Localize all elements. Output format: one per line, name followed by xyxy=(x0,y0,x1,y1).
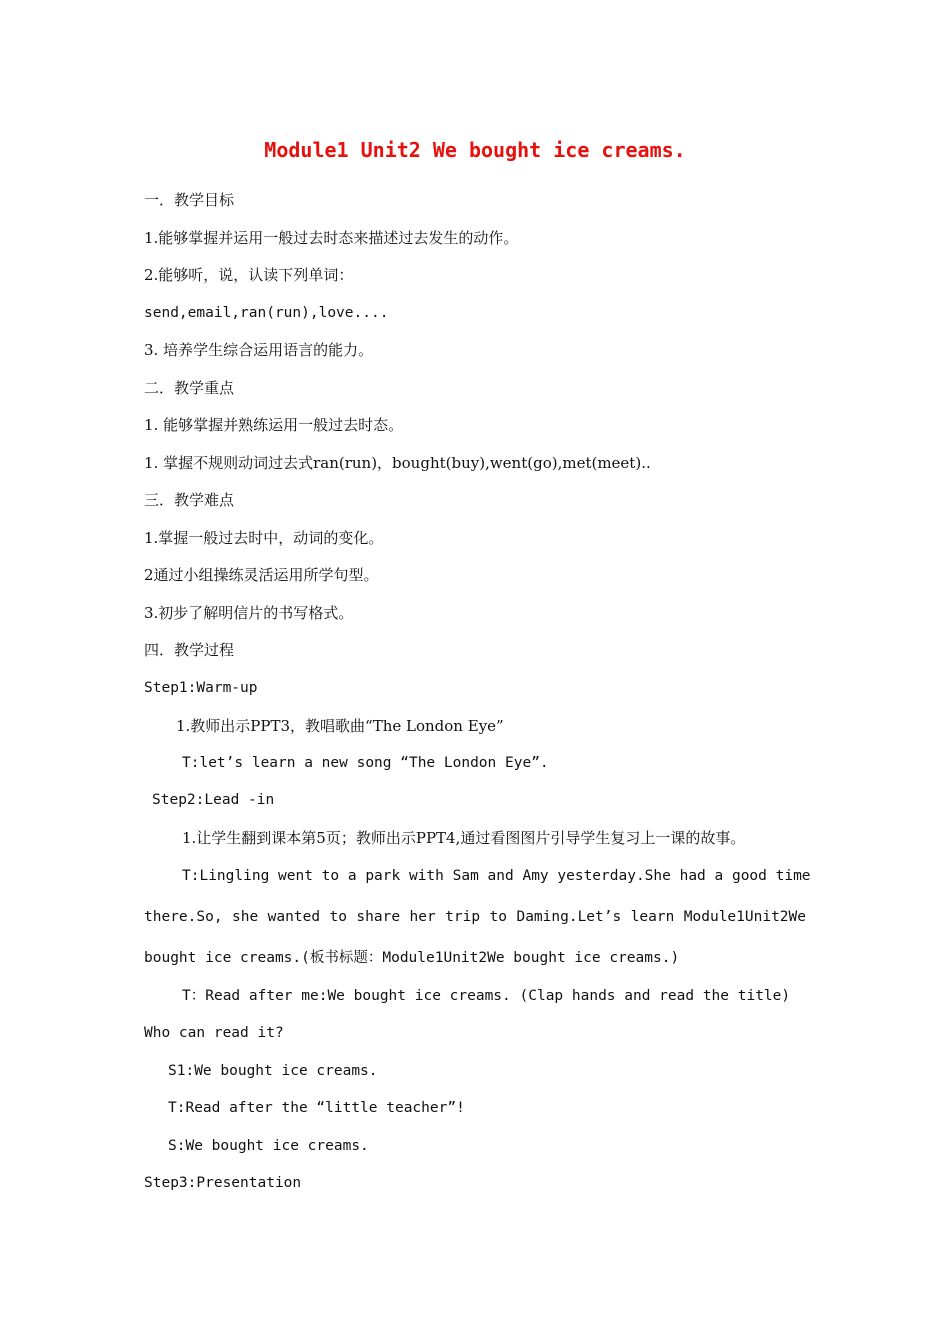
step2-students-answer: S:We bought ice creams. xyxy=(168,1138,369,1154)
key-point-1: 1. 能够掌握并熟练运用一般过去时态。 xyxy=(144,416,404,434)
step2-read-after-me: T：Read after me:We bought ice creams. (Clap hands and read the title) xyxy=(182,988,791,1004)
section-heading-difficulties: 三．教学难点 xyxy=(144,491,235,509)
step2-s1-answer: S1:We bought ice creams. xyxy=(168,1063,378,1079)
difficulty-3: 3.初步了解明信片的书写格式。 xyxy=(144,604,354,622)
step2-heading: Step2:Lead -in xyxy=(152,792,275,808)
section-heading-process: 四．教学过程 xyxy=(144,641,235,659)
word-list: send,email,ran(run),love.... xyxy=(144,305,389,321)
step2-dialogue-line-2: there.So, she wanted to share her trip to Daming.Let’s learn Module1Unit2We xyxy=(144,909,806,925)
step1-item-1: 1.教师出示PPT3，教唱歌曲“The London Eye” xyxy=(176,717,504,735)
step2-question: Who can read it? xyxy=(144,1025,284,1041)
step2-dialogue-line-1: T:Lingling went to a park with Sam and Amy yesterday.She had a good time xyxy=(182,868,811,884)
step1-heading: Step1:Warm-up xyxy=(144,680,258,696)
difficulty-2: 2通过小组操练灵活运用所学句型。 xyxy=(144,566,379,584)
section-heading-objectives: 一．教学目标 xyxy=(144,191,235,209)
step2-dialogue-line-3: bought ice creams.(板书标题：Module1Unit2We bought ice creams.) xyxy=(144,950,680,966)
step1-dialogue: T:let’s learn a new song “The London Eye”. xyxy=(182,755,549,771)
objective-1: 1.能够掌握并运用一般过去时态来描述过去发生的动作。 xyxy=(144,229,519,247)
objective-3: 3. 培养学生综合运用语言的能力。 xyxy=(144,341,374,359)
key-point-2: 1. 掌握不规则动词过去式ran(run)，bought(buy),went(go),met(meet).. xyxy=(144,454,651,472)
difficulty-1: 1.掌握一般过去时中，动词的变化。 xyxy=(144,529,384,547)
step2-teacher-prompt: T:Read after the “little teacher”! xyxy=(168,1100,465,1116)
objective-2: 2.能够听，说，认读下列单词： xyxy=(144,266,354,284)
document-title: Module1 Unit2 We bought ice creams. xyxy=(264,138,686,162)
step2-item-1: 1.让学生翻到课本第5页；教师出示PPT4,通过看图图片引导学生复习上一课的故事。 xyxy=(182,829,746,847)
step3-heading: Step3:Presentation xyxy=(144,1175,302,1191)
section-heading-key-points: 二．教学重点 xyxy=(144,379,235,397)
